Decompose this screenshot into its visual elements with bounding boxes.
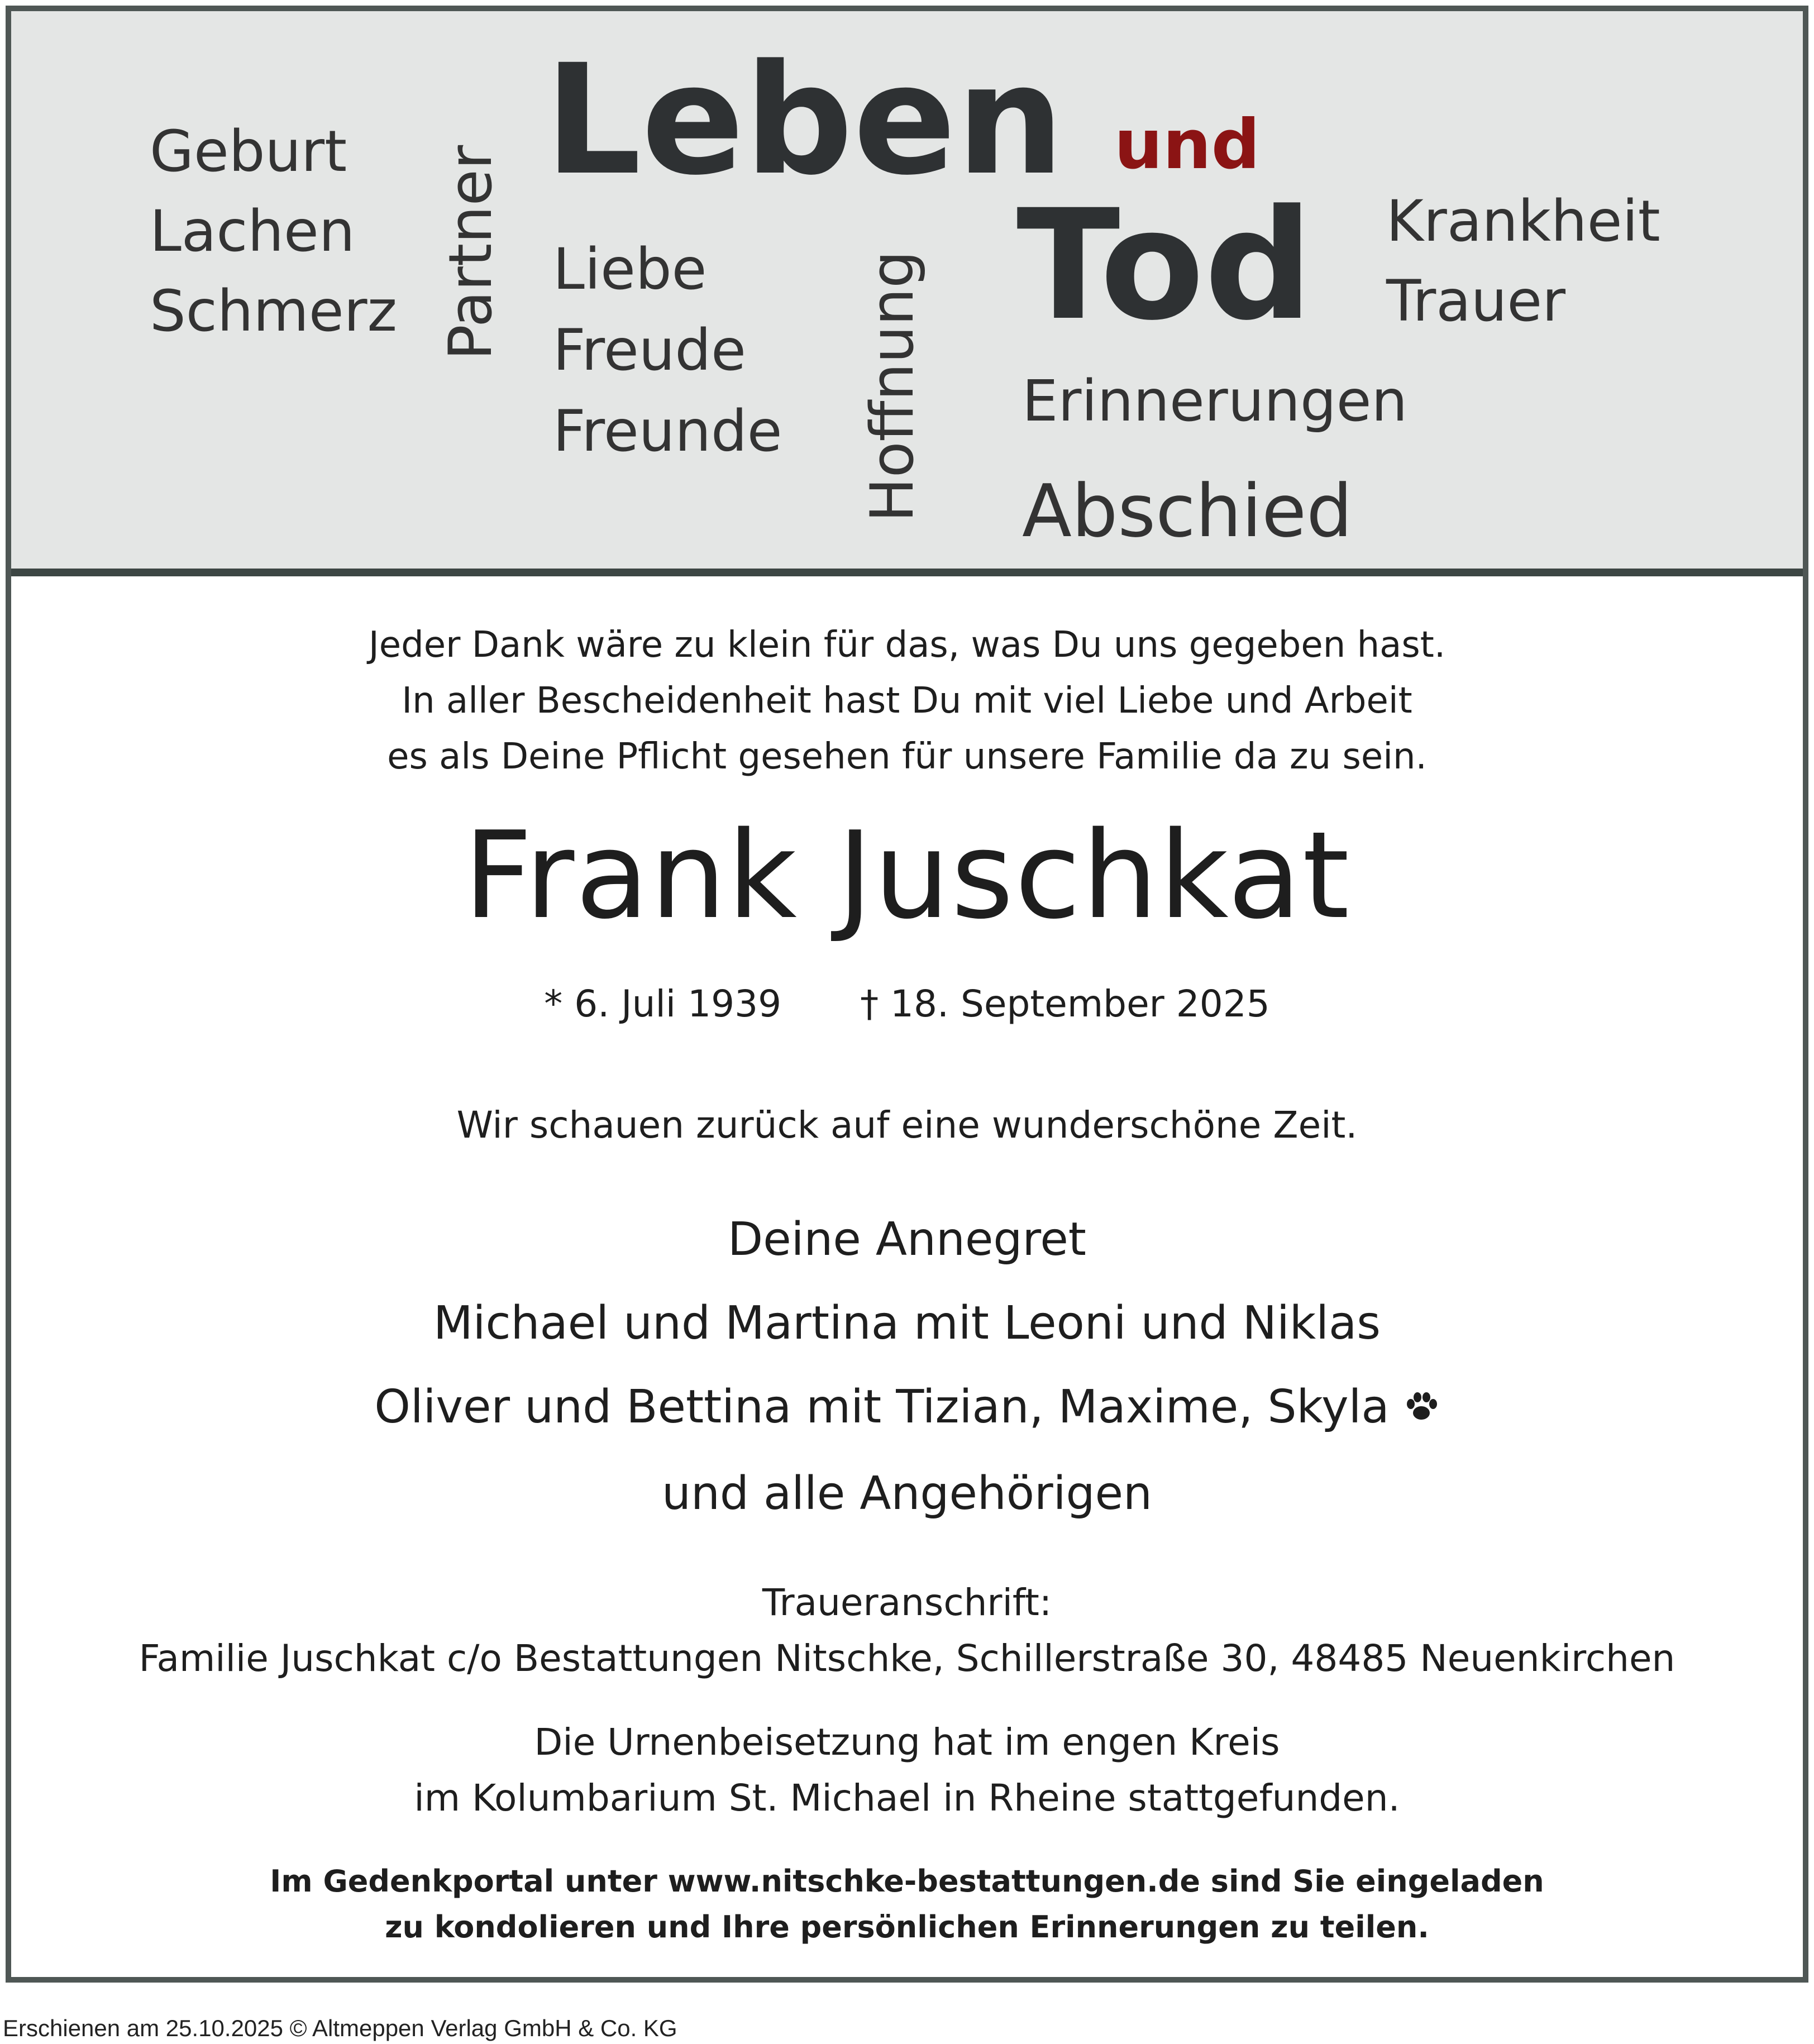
obituary-notice: [6, 6, 1808, 1983]
word-geburt: Geburt: [150, 118, 347, 185]
word-tod: Tod: [1016, 178, 1313, 354]
dedication-line: Jeder Dank wäre zu klein für das, was Du uns gegeben hast.: [368, 624, 1446, 666]
word-group-left: [150, 112, 397, 351]
word-krankheit: Krankheit: [1386, 188, 1660, 255]
publication-footer: Erschienen am 25.10.2025 © Altmeppen Verlag GmbH & Co. KG: [3, 2015, 677, 2041]
life-dates: [11, 982, 1803, 1025]
dedication-line: In aller Bescheidenheit hast Du mit viel Liebe und Arbeit: [402, 680, 1412, 722]
word-partner: Partner: [436, 145, 505, 360]
word-leben: Leben: [545, 32, 1064, 209]
family-signatures: [11, 1198, 1803, 1536]
birth-date: * 6. Juli 1939: [544, 982, 782, 1025]
word-und: und: [1114, 105, 1261, 184]
dedication-text: [11, 617, 1803, 785]
family-member-line: Oliver und Bettina mit Tizian, Maxime, Skyla: [374, 1381, 1390, 1434]
dedication-line: es als Deine Pflicht gesehen für unsere Familie da zu sein.: [387, 736, 1427, 777]
paw-icon: [1403, 1368, 1440, 1452]
word-erinnerungen: Erinnerungen: [1022, 368, 1408, 434]
word-hoffnung: Hoffnung: [858, 250, 927, 522]
portal-line: zu kondolieren und Ihre persönlichen Erinnerungen zu teilen.: [385, 1909, 1429, 1945]
word-freunde: Freunde: [553, 398, 782, 465]
word-lachen: Lachen: [150, 198, 355, 265]
burial-line: Die Urnenbeisetzung hat im engen Kreis: [534, 1721, 1280, 1764]
word-cloud-banner: [11, 11, 1803, 576]
address-label: Traueranschrift:: [762, 1581, 1052, 1624]
lookback-line: Wir schauen zurück auf eine wunderschöne Zeit.: [456, 1104, 1358, 1147]
address-line: Familie Juschkat c/o Bestattungen Nitschke, Schillerstraße 30, 48485 Neuenkirchen: [139, 1637, 1675, 1680]
word-group-right: [1386, 182, 1660, 341]
memorial-portal-note: [11, 1859, 1803, 1950]
deceased-name: Frank Juschkat: [463, 805, 1351, 945]
word-trauer: Trauer: [1386, 268, 1566, 335]
word-liebe: Liebe: [553, 236, 707, 303]
word-abschied: Abschied: [1022, 469, 1353, 553]
family-member-line: und alle Angehörigen: [661, 1467, 1153, 1520]
mourning-address: [11, 1575, 1803, 1687]
death-date: † 18. September 2025: [860, 982, 1270, 1025]
family-member-line-with-pet: [11, 1365, 1803, 1452]
word-schmerz: Schmerz: [150, 278, 398, 345]
family-member-line: Deine Annegret: [728, 1213, 1086, 1266]
portal-line: Im Gedenkportal unter www.nitschke-bestattungen.de sind Sie eingeladen: [270, 1864, 1544, 1899]
word-group-middle: [553, 229, 782, 472]
word-freude: Freude: [553, 317, 746, 384]
family-member-line: Michael und Martina mit Leoni und Niklas: [433, 1297, 1381, 1350]
burial-note: [11, 1715, 1803, 1826]
burial-line: im Kolumbarium St. Michael in Rheine stattgefunden.: [414, 1776, 1400, 1819]
